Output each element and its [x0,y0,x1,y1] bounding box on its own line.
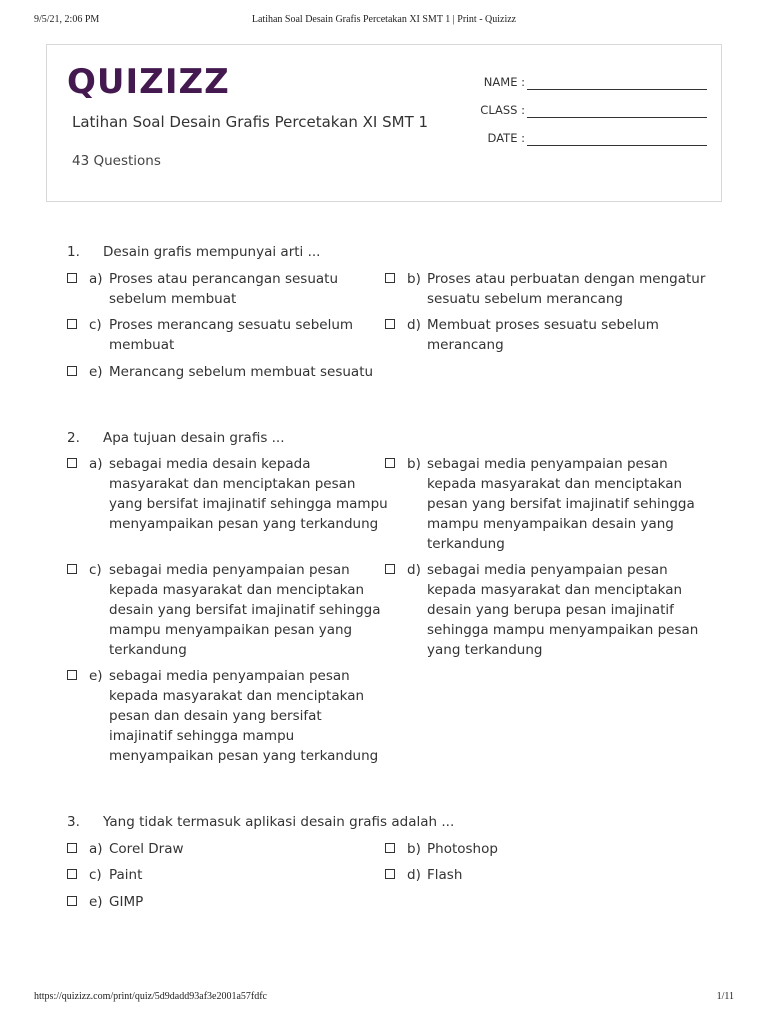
question-1 [67,244,707,394]
checkbox[interactable] [67,319,77,329]
option-letter: d) [407,562,421,578]
option-text: sebagai media penyampaian pesan kepada masyarakat dan menciptakan desain yang bersifat imajinatif sehingga mampu menyampaikan pesan yang terkandung [109,562,381,658]
option-letter: e) [89,364,103,380]
checkbox[interactable] [67,366,77,376]
checkbox[interactable] [67,670,77,680]
checkbox[interactable] [385,458,395,468]
question-text: Yang tidak termasuk aplikasi desain grafis adalah ... [103,814,455,830]
class-blank-line [527,117,707,118]
option-text: GIMP [109,894,144,910]
option-letter: e) [89,894,103,910]
option-text: Corel Draw [109,841,184,857]
date-field [447,127,707,155]
print-header [34,14,734,28]
question-text: Apa tujuan desain grafis ... [103,430,285,446]
checkbox[interactable] [67,564,77,574]
date-label: DATE : [487,131,525,145]
question-count: 43 Questions [72,153,161,169]
question-2 [67,430,707,770]
print-url[interactable]: https://quizizz.com/print/quiz/5d9dadd93af3e2001a57fdfc [34,991,267,1002]
question-number: 1. [67,244,80,260]
print-datetime: 9/5/21, 2:06 PM [34,14,100,25]
question-stem [67,430,707,456]
option-text: sebagai media penyampaian pesan kepada masyarakat dan menciptakan pesan dan desain yang bersifat imajinatif sehingga mampu menyampaikan pesan yang terkandung [109,668,379,764]
checkbox[interactable] [67,896,77,906]
student-info-fields [447,71,707,155]
option-letter: a) [89,841,103,857]
option-text: Photoshop [427,841,498,857]
option-text: Paint [109,867,143,883]
print-footer [34,991,734,1005]
print-page-title: Latihan Soal Desain Grafis Percetakan XI SMT 1 | Print - Quizizz [251,14,517,25]
name-field [447,71,707,99]
option-letter: b) [407,271,421,287]
option-text: Flash [427,867,463,883]
option-text: sebagai media penyampaian pesan kepada masyarakat dan menciptakan desain yang berupa pesan imajinatif sehingga mampu menyampaikan pesan yang terkandung [427,562,699,658]
option-text: Merancang sebelum membuat sesuatu [109,364,374,380]
question-stem [67,244,707,270]
option-letter: a) [89,271,103,287]
checkbox[interactable] [67,273,77,283]
quiz-title: Latihan Soal Desain Grafis Percetakan XI SMT 1 [72,113,429,131]
checkbox[interactable] [385,564,395,574]
option-text: Proses atau perancangan sesuatu sebelum membuat [109,271,339,307]
quizizz-logo: QUIZIZZ [67,62,230,102]
option-text: sebagai media desain kepada masyarakat dan menciptakan pesan yang bersifat imajinatif sehingga mampu menyampaikan pesan yang terkandung [109,456,388,532]
option-text: Membuat proses sesuatu sebelum merancang [427,317,659,353]
option-letter: d) [407,317,421,333]
option-text: sebagai media penyampaian pesan kepada masyarakat dan menciptakan pesan yang bersifat imajinatif sehingga mampu menyampaikan desain yang terkandung [427,456,695,552]
checkbox[interactable] [385,843,395,853]
checkbox[interactable] [385,319,395,329]
option-text: Proses merancang sesuatu sebelum membuat [109,317,354,353]
checkbox[interactable] [385,273,395,283]
checkbox[interactable] [67,869,77,879]
class-label: CLASS : [480,103,525,117]
question-number: 3. [67,814,80,830]
option-letter: e) [89,668,103,684]
option-text: Proses atau perbuatan dengan mengatur sesuatu sebelum merancang [427,271,706,307]
date-blank-line [527,145,707,146]
name-blank-line [527,89,707,90]
quiz-header-box [46,44,722,202]
option-letter: b) [407,841,421,857]
option-letter: b) [407,456,421,472]
option-letter: c) [89,317,102,333]
checkbox[interactable] [67,458,77,468]
checkbox[interactable] [385,869,395,879]
question-3 [67,814,707,924]
question-stem [67,814,707,840]
class-field [447,99,707,127]
question-number: 2. [67,430,80,446]
option-letter: c) [89,867,102,883]
checkbox[interactable] [67,843,77,853]
option-letter: a) [89,456,103,472]
page-number: 1/11 [716,991,734,1002]
name-label: NAME : [483,75,525,89]
option-letter: d) [407,867,421,883]
option-letter: c) [89,562,102,578]
question-text: Desain grafis mempunyai arti ... [103,244,321,260]
